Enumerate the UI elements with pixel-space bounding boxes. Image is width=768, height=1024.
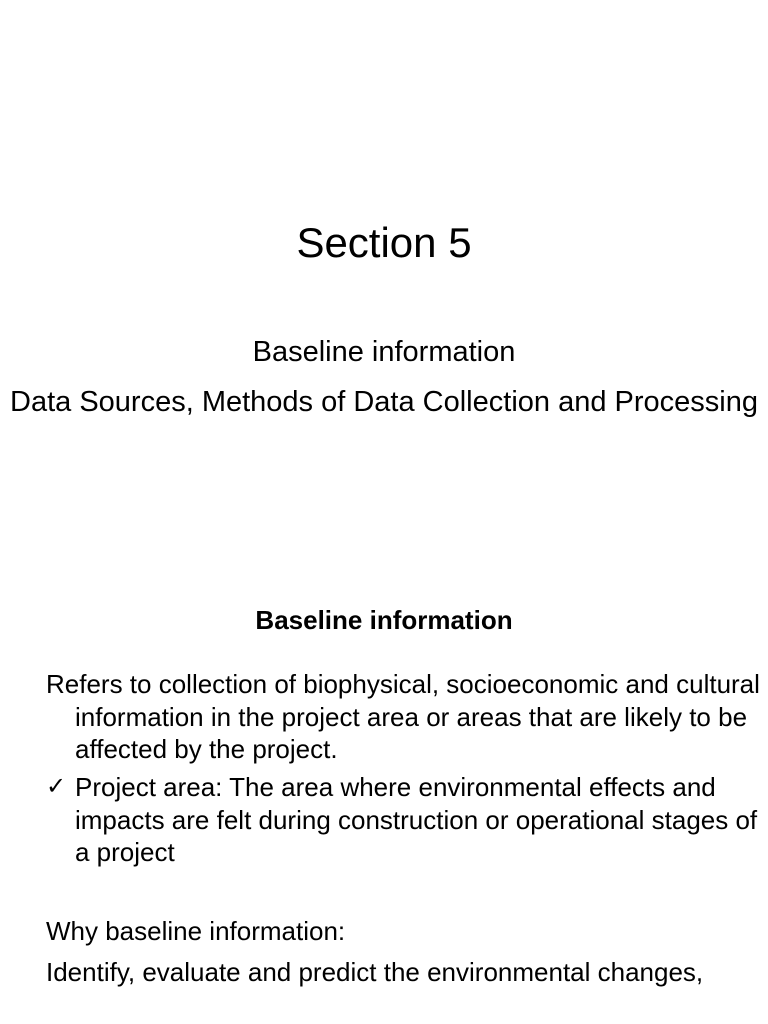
checkmark-icon: ✓	[46, 773, 67, 800]
identify-paragraph: Identify, evaluate and predict the environmental changes,	[46, 957, 704, 987]
checklist-item-project-area	[46, 771, 768, 869]
subtitle-data-sources: Data Sources, Methods of Data Collection and Processing	[10, 386, 758, 418]
definition-paragraph: Refers to collection of biophysical, socioeconomic and cultural information in the project area or areas that are likely to be affected by the project.	[46, 669, 760, 764]
section-title: Section 5	[296, 219, 472, 266]
checklist-item-text: Project area: The area where environmental effects and impacts are felt during construction or operational stages of a project	[75, 772, 758, 867]
subtitle-baseline: Baseline information	[252, 336, 516, 368]
why-baseline-paragraph: Why baseline information:	[46, 916, 346, 946]
section-heading: Baseline information	[255, 605, 513, 635]
